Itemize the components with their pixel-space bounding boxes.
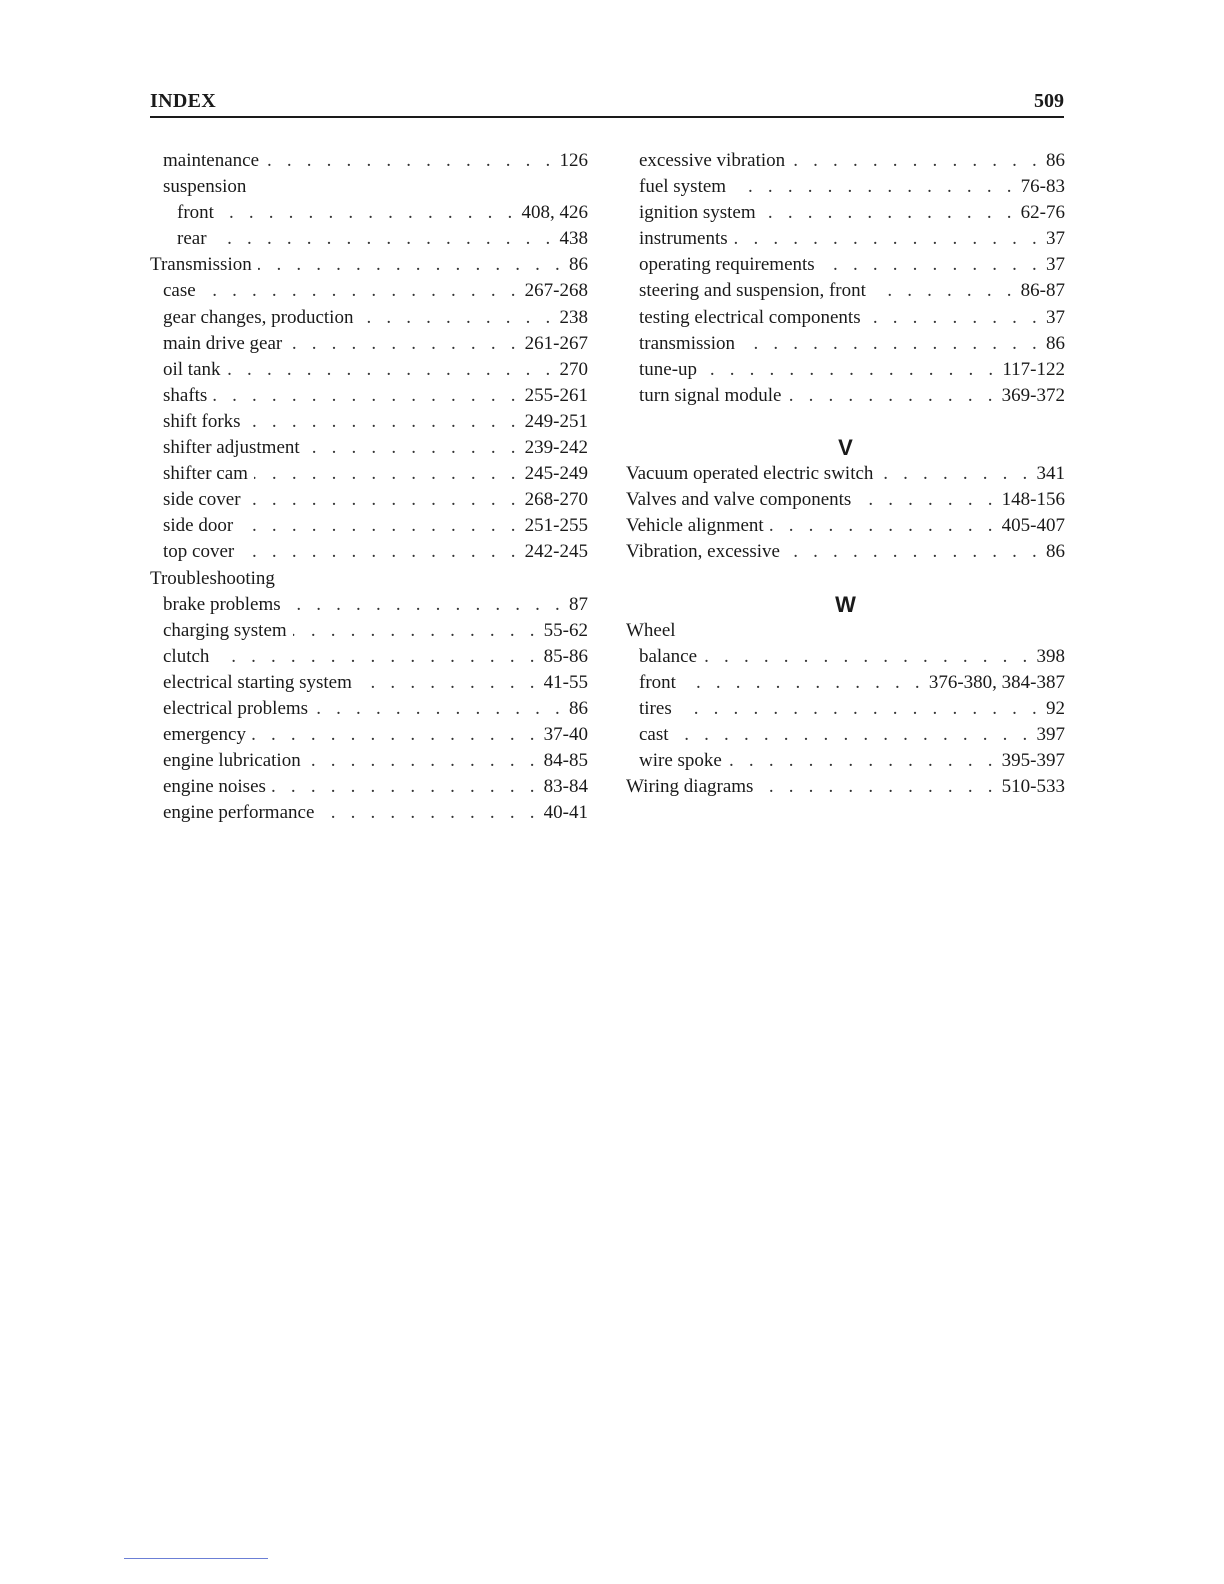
dot-leader bbox=[258, 252, 565, 278]
dot-leader bbox=[306, 435, 521, 461]
index-entry-label: gear changes, production bbox=[163, 306, 354, 328]
index-entry bbox=[150, 461, 588, 487]
index-entry-label: tires bbox=[639, 697, 672, 719]
index-entry bbox=[626, 357, 1065, 383]
index-entry-label: brake problems bbox=[163, 593, 281, 615]
index-entry-page: 261-267 bbox=[524, 332, 588, 354]
dot-leader bbox=[213, 383, 520, 409]
dot-leader bbox=[320, 800, 539, 826]
dot-leader bbox=[703, 357, 998, 383]
index-entry-page: 87 bbox=[569, 593, 588, 615]
index-entry bbox=[626, 644, 1065, 670]
index-column-right bbox=[626, 148, 1065, 800]
footer-rule bbox=[124, 1558, 268, 1559]
index-entry bbox=[150, 331, 588, 357]
index-entry bbox=[150, 252, 588, 278]
index-entry-label: transmission bbox=[639, 332, 736, 354]
index-entry bbox=[626, 748, 1065, 774]
dot-leader bbox=[359, 305, 555, 331]
index-entry-label: turn signal module bbox=[639, 384, 782, 406]
index-entry-page: 37 bbox=[1046, 254, 1065, 276]
index-entry-page: 37 bbox=[1046, 228, 1065, 250]
dot-leader bbox=[867, 305, 1042, 331]
index-entry-label: main drive gear bbox=[163, 332, 283, 354]
index-entry-page: 397 bbox=[1036, 724, 1065, 746]
index-entry bbox=[150, 435, 588, 461]
dot-leader bbox=[220, 200, 518, 226]
dot-leader bbox=[879, 461, 1032, 487]
index-entry bbox=[150, 592, 588, 618]
dot-leader bbox=[202, 278, 521, 304]
index-entry bbox=[626, 383, 1065, 409]
dot-leader bbox=[728, 748, 998, 774]
index-entry-page: 62-76 bbox=[1020, 202, 1065, 224]
index-entry bbox=[150, 644, 588, 670]
index-entry-label: engine noises bbox=[163, 776, 266, 798]
index-entry bbox=[150, 148, 588, 174]
index-entry-label: engine performance bbox=[163, 802, 315, 824]
index-entry bbox=[150, 513, 588, 539]
index-entry-page: 86 bbox=[569, 254, 588, 276]
dot-leader bbox=[703, 644, 1032, 670]
index-entry-page: 92 bbox=[1046, 697, 1065, 719]
index-entry bbox=[626, 174, 1065, 200]
index-section-v bbox=[626, 461, 1065, 565]
section-spacer bbox=[626, 409, 1065, 435]
dot-leader bbox=[741, 331, 1042, 357]
index-entry-page: 270 bbox=[559, 358, 588, 380]
index-entry bbox=[626, 331, 1065, 357]
dot-leader bbox=[314, 696, 565, 722]
index-entry-page: 510-533 bbox=[1001, 776, 1065, 798]
index-entry-label: charging system bbox=[163, 619, 287, 641]
dot-leader bbox=[252, 722, 540, 748]
section-letter-w: W bbox=[835, 591, 856, 617]
dot-leader bbox=[678, 696, 1042, 722]
index-entry-page: 249-251 bbox=[524, 410, 588, 432]
index-entry-label: engine lubrication bbox=[163, 750, 301, 772]
section-letter-v: V bbox=[838, 435, 853, 461]
dot-leader bbox=[675, 722, 1033, 748]
index-entry-page: 86 bbox=[1046, 150, 1065, 171]
dot-leader bbox=[732, 174, 1017, 200]
index-entry-label: maintenance bbox=[163, 150, 260, 171]
index-entry-page: 86 bbox=[569, 697, 588, 719]
index-entry bbox=[626, 148, 1065, 174]
index-entry-label: fuel system bbox=[639, 176, 727, 198]
index-entry-page: 148-156 bbox=[1001, 489, 1065, 511]
dot-leader bbox=[857, 487, 997, 513]
index-entry-page: 267-268 bbox=[524, 280, 588, 302]
index-entry bbox=[150, 618, 588, 644]
index-entry-label: Vehicle alignment bbox=[626, 515, 764, 537]
index-entry bbox=[150, 774, 588, 800]
index-entry-page: 86 bbox=[1046, 541, 1065, 563]
index-entry-label: steering and suspension, front bbox=[639, 280, 866, 302]
dot-leader bbox=[791, 148, 1042, 174]
index-entry-page: 117-122 bbox=[1002, 358, 1065, 380]
index-entry-page: 341 bbox=[1036, 463, 1065, 485]
index-entry-page: 55-62 bbox=[543, 619, 588, 641]
index-entry-label: tune-up bbox=[639, 358, 698, 380]
index-entry-page: 398 bbox=[1036, 645, 1065, 667]
dot-leader bbox=[287, 592, 565, 618]
index-entry-page: 37 bbox=[1046, 306, 1065, 328]
index-entry bbox=[150, 748, 588, 774]
index-entry-page: 126 bbox=[559, 150, 588, 171]
dot-leader bbox=[759, 774, 997, 800]
index-entry bbox=[626, 487, 1065, 513]
index-entry bbox=[150, 174, 588, 200]
dot-leader bbox=[682, 670, 925, 696]
index-entry-page: 255-261 bbox=[524, 384, 588, 406]
index-entry-page: 405-407 bbox=[1001, 515, 1065, 537]
index-entry-page: 408, 426 bbox=[521, 202, 588, 224]
dot-leader bbox=[240, 539, 520, 565]
index-entry bbox=[626, 513, 1065, 539]
index-entry-page: 238 bbox=[559, 306, 588, 328]
index-entry bbox=[626, 670, 1065, 696]
index-entry-label: shifter cam bbox=[163, 463, 248, 485]
index-entry-label: top cover bbox=[163, 541, 235, 563]
index-entry-page: 369-372 bbox=[1001, 384, 1065, 406]
page-number: 509 bbox=[1034, 90, 1064, 112]
index-column-left bbox=[150, 148, 588, 826]
index-entry-page: 86 bbox=[1046, 332, 1065, 354]
index-entry-label: wire spoke bbox=[639, 750, 722, 772]
index-entry-label: emergency bbox=[163, 724, 246, 746]
index-entry-label: front bbox=[177, 202, 214, 224]
index-entry-label: ignition system bbox=[639, 202, 756, 224]
dot-leader bbox=[770, 513, 998, 539]
index-entry-label: Wheel bbox=[626, 619, 676, 641]
dot-leader bbox=[872, 278, 1017, 304]
index-entry-label: balance bbox=[639, 645, 698, 667]
dot-leader bbox=[215, 644, 539, 670]
dot-leader bbox=[265, 148, 555, 174]
index-entry-label: rear bbox=[177, 228, 207, 250]
index-entry-label: operating requirements bbox=[639, 254, 815, 276]
index-entry bbox=[150, 566, 588, 592]
index-entry-label: Valves and valve components bbox=[626, 489, 852, 511]
index-entry-label: cast bbox=[639, 724, 669, 746]
index-entry bbox=[150, 305, 588, 331]
index-entry bbox=[626, 696, 1065, 722]
index-entry bbox=[150, 670, 588, 696]
index-entry bbox=[626, 461, 1065, 487]
index-entry-label: Troubleshooting bbox=[150, 567, 275, 589]
index-entry-label: testing electrical components bbox=[639, 306, 861, 328]
index-entry bbox=[150, 722, 588, 748]
index-entry bbox=[626, 278, 1065, 304]
section-spacer bbox=[626, 566, 1065, 592]
index-entry bbox=[626, 722, 1065, 748]
index-entry bbox=[626, 200, 1065, 226]
index-entry-label: Vibration, excessive bbox=[626, 541, 780, 563]
index-entry bbox=[150, 200, 588, 226]
index-entry bbox=[150, 357, 588, 383]
index-entry-label: clutch bbox=[163, 645, 210, 667]
index-entry bbox=[626, 305, 1065, 331]
index-entry-label: instruments bbox=[639, 228, 728, 250]
index-entry-label: Vacuum operated electric switch bbox=[626, 463, 874, 485]
index-entry bbox=[150, 696, 588, 722]
index-entry-label: shift forks bbox=[163, 410, 241, 432]
index-entry-label: shifter adjustment bbox=[163, 437, 300, 459]
index-entry-page: 86-87 bbox=[1020, 280, 1065, 302]
index-entry-page: 395-397 bbox=[1001, 750, 1065, 772]
dot-leader bbox=[288, 331, 520, 357]
index-entry bbox=[150, 487, 588, 513]
index-entry bbox=[150, 539, 588, 565]
index-entry-page: 37-40 bbox=[543, 724, 588, 746]
dot-leader bbox=[293, 618, 540, 644]
index-entry-label: Wiring diagrams bbox=[626, 776, 754, 798]
index-entry-page: 84-85 bbox=[543, 750, 588, 772]
index-entry-label: shafts bbox=[163, 384, 208, 406]
index-entry bbox=[626, 618, 1065, 644]
index-entry-page: 83-84 bbox=[543, 776, 588, 798]
dot-leader bbox=[762, 200, 1017, 226]
index-entry-label: electrical starting system bbox=[163, 671, 352, 693]
dot-leader bbox=[821, 252, 1042, 278]
index-entry bbox=[150, 226, 588, 252]
index-entry bbox=[626, 539, 1065, 565]
index-entry-label: electrical problems bbox=[163, 697, 309, 719]
index-entry bbox=[150, 383, 588, 409]
dot-leader bbox=[786, 539, 1042, 565]
index-entry-page: 85-86 bbox=[543, 645, 588, 667]
index-entry bbox=[150, 409, 588, 435]
index-entry bbox=[150, 278, 588, 304]
index-entry bbox=[150, 800, 588, 826]
index-entry-page: 76-83 bbox=[1020, 176, 1065, 198]
index-entry-page: 268-270 bbox=[524, 489, 588, 511]
index-group-t-continued bbox=[626, 148, 1065, 409]
index-entry-page: 239-242 bbox=[524, 437, 588, 459]
page-title: INDEX bbox=[150, 90, 216, 112]
dot-leader bbox=[227, 357, 556, 383]
index-entry bbox=[626, 252, 1065, 278]
index-entry-label: oil tank bbox=[163, 358, 221, 380]
index-section-w bbox=[626, 618, 1065, 801]
index-entry-label: case bbox=[163, 280, 196, 302]
page-header bbox=[150, 88, 1064, 118]
index-entry-label: Transmission bbox=[150, 254, 252, 276]
dot-leader bbox=[254, 461, 521, 487]
index-entry-label: suspension bbox=[163, 176, 247, 198]
dot-leader bbox=[272, 774, 540, 800]
index-entry-label: excessive vibration bbox=[639, 150, 786, 171]
index-entry-page: 242-245 bbox=[524, 541, 588, 563]
dot-leader bbox=[247, 409, 521, 435]
dot-leader bbox=[239, 513, 520, 539]
dot-leader bbox=[358, 670, 540, 696]
index-entry-page: 41-55 bbox=[543, 671, 588, 693]
index-entry-page: 245-249 bbox=[524, 463, 588, 485]
index-entry-label: front bbox=[639, 671, 676, 693]
index-entry bbox=[626, 226, 1065, 252]
index-entry-page: 376-380, 384-387 bbox=[928, 671, 1065, 693]
index-entry-label: side door bbox=[163, 515, 234, 537]
dot-leader bbox=[787, 383, 997, 409]
index-entry-page: 40-41 bbox=[543, 802, 588, 824]
dot-leader bbox=[307, 748, 540, 774]
index-entry-page: 251-255 bbox=[524, 515, 588, 537]
dot-leader bbox=[247, 487, 521, 513]
index-entry bbox=[626, 774, 1065, 800]
index-entry-label: side cover bbox=[163, 489, 241, 511]
dot-leader bbox=[734, 226, 1042, 252]
index-entry-page: 438 bbox=[559, 228, 588, 250]
dot-leader bbox=[213, 226, 556, 252]
